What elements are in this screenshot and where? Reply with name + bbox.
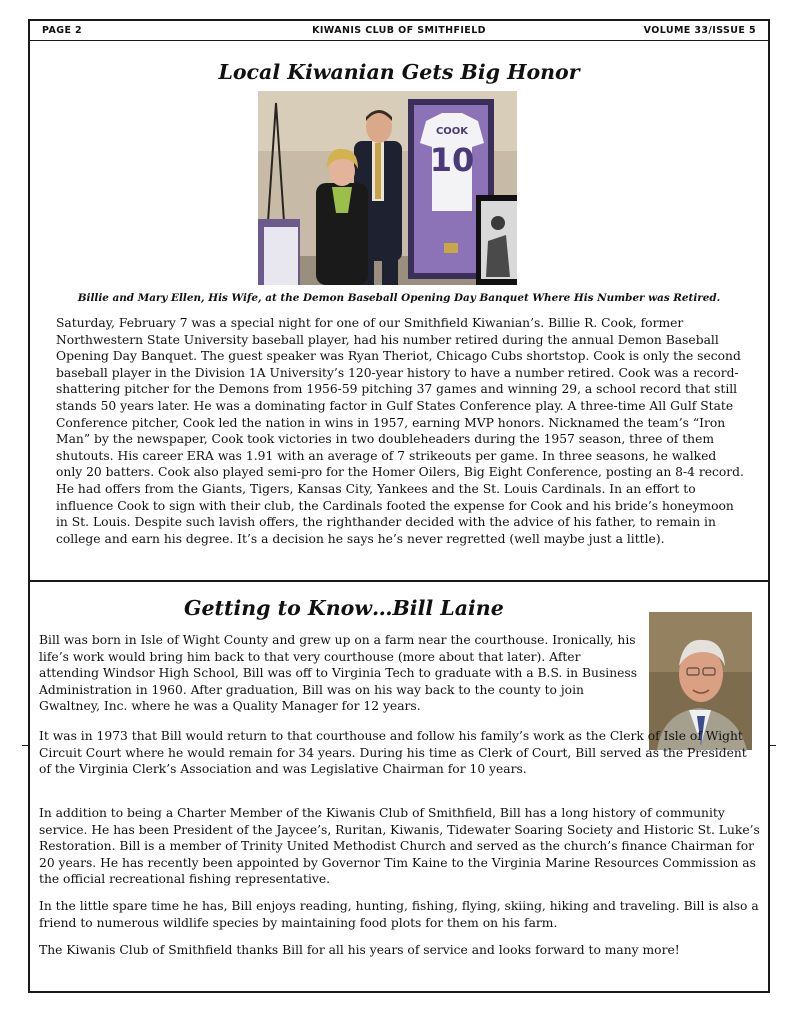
photo-caption: Billie and Mary Ellen, His Wife, at the Demon Baseball Opening Day Banquet Where His Number was Retired. [77,292,721,304]
article-headline-profile: Getting to Know…Bill Laine [184,596,504,620]
profile-paragraph: In the little spare time he has, Bill enjoys reading, hunting, fishing, flying, skiing, hiking and traveling. Bill is also a friend to numerous wildlife species by maintaining food plots for them on his farm. [39,899,759,930]
profile-paragraph: In addition to being a Charter Member of the Kiwanis Club of Smithfield, Bill has a long history of community service. He has been President of the Jaycee’s, Ruritan, Kiwanis, Tidewater Soaring Society and Historic St. Luke’s Restoration. Bill is a member of Trinity United Methodist Church and served as the church’s finance Chairman for 20 years. He has recently been appointed by Governor Tim Kaine to the Virginia Marine Resources Commission as the official recreational fishing representative. [39,806,760,887]
profile-paragraph: The Kiwanis Club of Smithfield thanks Bill for all his years of service and looks forward to many more! [39,943,680,957]
jersey-number: 10 [429,141,475,179]
newsletter-header [30,21,768,41]
volume-issue: VOLUME 33/ISSUE 5 [643,25,756,36]
page-number: PAGE 2 [42,25,83,36]
article-headline-honor: Local Kiwanian Gets Big Honor [218,60,580,84]
margin-tick-left [22,745,30,746]
profile-paragraph: Bill was born in Isle of Wight County and grew up on a farm near the courthouse. Ironically, his life’s work would bring him back to that very courthouse (more about that later). After attending Windsor High School, Bill was off to Virginia Tech to graduate with a B.S. in Business Administration in 1960. After graduation, Bill was on his way back to the county to join Gwaltney, Inc. where he was a Quality Manager for 12 years. [39,633,638,714]
section-divider [30,580,768,582]
margin-tick-right [768,745,776,746]
club-name: KIWANIS CLUB OF SMITHFIELD [312,25,486,36]
profile-paragraph: It was in 1973 that Bill would return to that courthouse and follow his family’s work as the Clerk of Isle of Wight Circuit Court where he would remain for 34 years. During his time as Clerk of Court, Bill served as the President of the Virginia Clerk’s Association and was Legislative Chairman for 10 years. [39,729,747,777]
jersey-name: COOK [435,126,469,137]
article-body-honor: Saturday, February 7 was a special night for one of our Smithfield Kiwanian’s. Billie R. Cook, former Northwestern State University baseball player, had his number retired during the annual Demon Baseball Opening Day Banquet. The guest speaker was Ryan Theriot, Chicago Cubs shortstop. Cook is only the second baseball player in the Division 1A University’s 120-year history to have a number retired. Cook was a record-shattering pitcher for the Demons from 1956-59 pitching 37 games and winning 29, a school record that still stands 50 years later. He was a dominating factor in Gulf States Conference play. A three-time All Gulf State Conference pitcher, Cook led the nation in wins in 1957, earning MVP honors. Nicknamed the team’s “Iron Man” by the newspaper, Cook took victories in two doubleheaders during the 1957 season, three of them shutouts. His career ERA was 1.91 with an average of 7 strikeouts per game. In three seasons, he walked only 20 batters. Cook also played semi-pro for the Homer Oilers, Big Eight Conference, posting an 8-4 record. He had offers from the Giants, Tigers, Kansas City, Yankees and the St. Louis Cardinals. In an effort to influence Cook to sign with their club, the Cardinals footed the expense for Cook and his bride’s honeymoon in St. Louis. Despite such lavish offers, the righthander decided with the advice of his father, to remain in college and earn his degree. It’s a decision he says he’s never regretted (well maybe just a little). [56,316,744,546]
banquet-photo [258,91,517,285]
